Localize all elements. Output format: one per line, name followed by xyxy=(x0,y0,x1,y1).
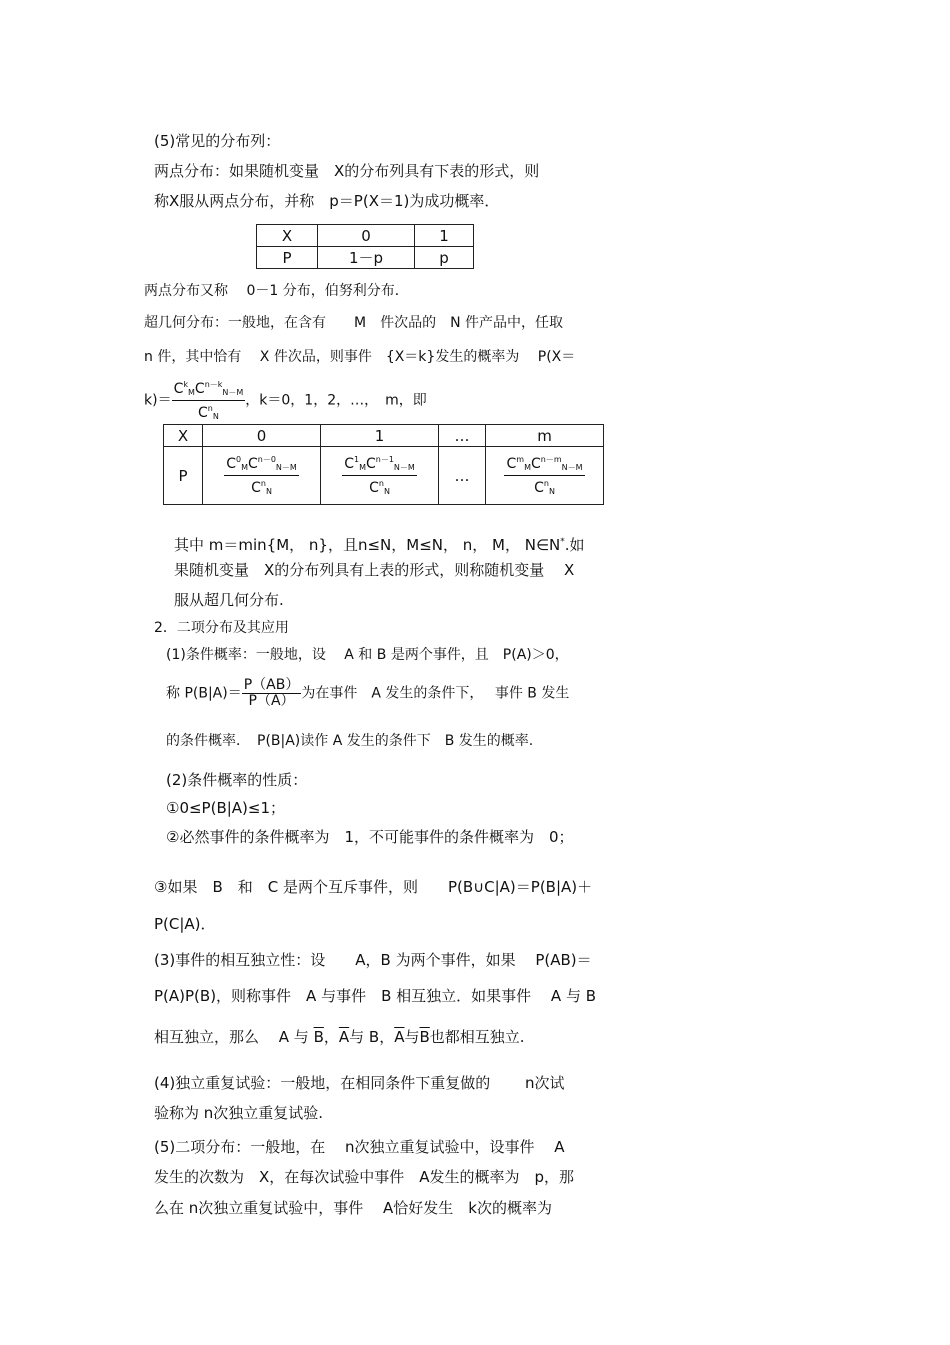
table-cell: P xyxy=(164,447,203,505)
table-cell: 1 xyxy=(415,225,474,247)
text-line: n 件，其中恰有 X 件次品，则事件 {X＝k}发生的概率为 P(X＝ xyxy=(144,349,576,365)
table-cell: $\frac{C^1_MC^{n-1}_{N-M}}{C^n_N}$ xyxy=(321,447,439,505)
text-line: (4)独立重复试验：一般地，在相同条件下重复做的 n次试 xyxy=(154,1074,565,1092)
text-line: 果随机变量 X的分布列具有上表的形式，则称随机变量 X xyxy=(174,561,575,579)
hypergeometric-distribution-table xyxy=(163,424,604,505)
table-cell: … xyxy=(439,425,486,447)
text-line: 两点分布：如果随机变量 X的分布列具有下表的形式，则 xyxy=(154,162,540,180)
section-heading: 2．二项分布及其应用 xyxy=(154,620,289,636)
text-line: ②必然事件的条件概率为 1，不可能事件的条件概率为 0； xyxy=(166,828,574,846)
text-line: 发生的次数为 X，在每次试验中事件 A发生的概率为 p，那 xyxy=(154,1168,575,1186)
probability-fraction: $\frac{C^k_MC^{n-k}_{N-M}}{C^n_N}$ xyxy=(172,377,246,424)
text-line: 称X服从两点分布，并称 p＝P(X＝1)为成功概率． xyxy=(154,192,500,210)
two-point-distribution-table xyxy=(256,224,474,269)
table-cell: $\frac{C^0_MC^{n-0}_{N-M}}{C^n_N}$ xyxy=(203,447,321,505)
text-line: 超几何分布：一般地，在含有 M 件次品的 N 件产品中，任取 xyxy=(144,315,564,331)
text-line: 其中 m＝min{M， n}，且n≤N，M≤N， n， M， N∈N*.如 xyxy=(174,536,585,554)
text-line: 相互独立，那么 A 与 $\overline{B}$，$\overline{A}$与 B，$\overline{A}$与$\overline{B}$也都相互独立. xyxy=(154,1028,525,1046)
hypergeometric-formula: k)＝ $\frac{C^k_MC^{n-k}_{N-M}}{C^n_N}$ ，k＝0，1，2，…， m，即 xyxy=(144,377,427,424)
text-line: 服从超几何分布. xyxy=(174,591,284,609)
table-cell: 1 xyxy=(321,425,439,447)
text-line: (5)二项分布：一般地，在 n次独立重复试验中，设事件 A xyxy=(154,1138,565,1156)
text-line: (2)条件概率的性质： xyxy=(166,771,308,789)
text-line: (5)常见的分布列： xyxy=(154,132,281,150)
text-line: ③如果 B 和 C 是两个互斥事件，则 P(B∪C|A)＝P(B|A)＋ xyxy=(154,878,593,896)
conditional-probability-formula: 称 P(B|A)＝ $\frac{P(AB)}{P(A)}$ 为在事件 A 发生的条件下， 事件 B 发生 xyxy=(166,677,570,709)
text-line: P(A)P(B)，则称事件 A 与事件 B 相互独立．如果事件 A 与 B xyxy=(154,987,596,1005)
table-cell: … xyxy=(439,447,486,505)
table-cell: $\frac{C^m_MC^{n-m}_{N-M}}{C^n_N}$ xyxy=(486,447,604,505)
text-line: 么在 n次独立重复试验中，事件 A恰好发生 k次的概率为 xyxy=(154,1199,552,1217)
table-cell: p xyxy=(415,247,474,269)
table-cell: P xyxy=(257,247,318,269)
table-cell: X xyxy=(164,425,203,447)
table-cell: X xyxy=(257,225,318,247)
table-cell: 0 xyxy=(318,225,415,247)
text-line: P(C|A)． xyxy=(154,915,216,933)
text-line: ①0≤P(B|A)≤1； xyxy=(166,799,286,817)
text-line: 验称为 n次独立重复试验. xyxy=(154,1104,324,1122)
text-line: (3)事件的相互独立性：设 A，B 为两个事件，如果 P(AB)＝ xyxy=(154,951,592,969)
table-cell: 1－p xyxy=(318,247,415,269)
text-line: 的条件概率． P(B|A)读作 A 发生的条件下 B 发生的概率. xyxy=(166,733,534,749)
conditional-fraction: $\frac{P(AB)}{P(A)}$ xyxy=(243,677,300,709)
table-cell: m xyxy=(486,425,604,447)
text-line: 两点分布又称 0－1 分布，伯努利分布． xyxy=(144,283,409,299)
text-line: (1)条件概率：一般地，设 A 和 B 是两个事件，且 P(A)＞0， xyxy=(166,647,569,663)
table-cell: 0 xyxy=(203,425,321,447)
